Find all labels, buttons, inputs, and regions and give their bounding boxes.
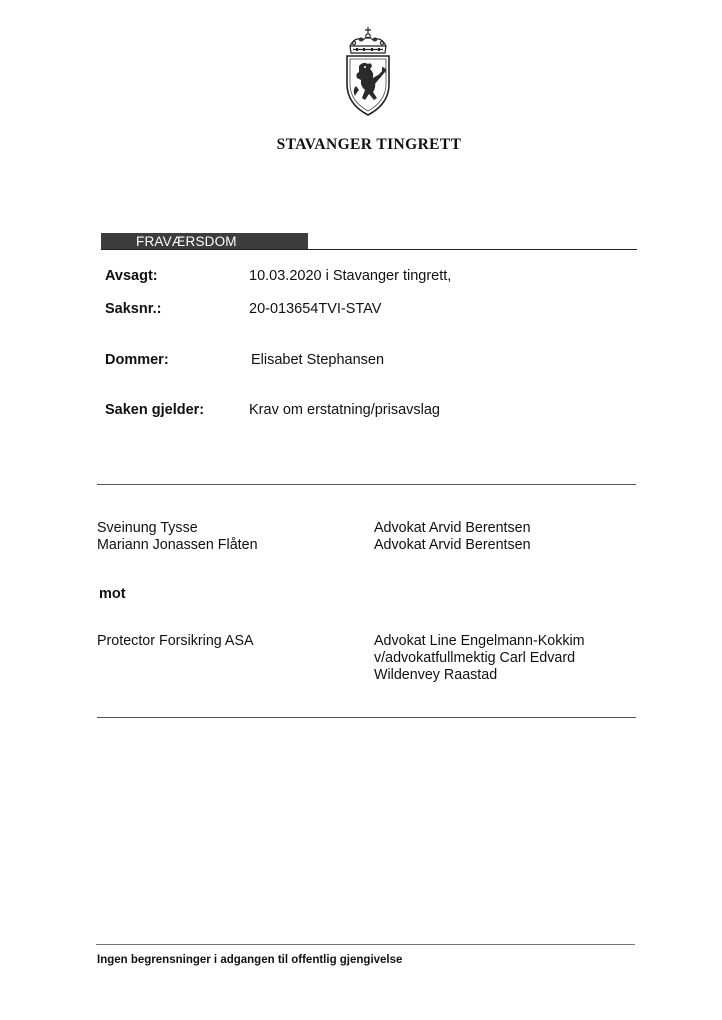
defendant-name: Protector Forsikring ASA: [97, 633, 254, 649]
publication-notice: Ingen begrensninger i adgangen til offentlig gjengivelse: [97, 954, 403, 966]
saken-gjelder-value: Krav om erstatning/prisavslag: [249, 402, 440, 418]
court-name: STAVANGER TINGRETT: [276, 136, 462, 153]
avsagt-value: 10.03.2020 i Stavanger tingrett,: [249, 268, 452, 284]
plaintiff-counsel: Advokat Arvid Berentsen: [374, 520, 531, 536]
saken-gjelder-label: Saken gjelder:: [105, 402, 205, 418]
footer-divider: [96, 944, 635, 945]
defendant-counsel-line: Wildenvey Raastad: [374, 667, 498, 683]
dommer-label: Dommer:: [105, 352, 169, 368]
defendant-counsel-line: Advokat Line Engelmann-Kokkim: [374, 633, 585, 649]
avsagt-label: Avsagt:: [105, 268, 158, 284]
versus-label: mot: [99, 586, 126, 602]
saksnr-value: 20-013654TVI-STAV: [249, 301, 382, 317]
divider: [97, 717, 636, 718]
norwegian-coat-of-arms-icon: [341, 26, 395, 118]
plaintiff-counsel: Advokat Arvid Berentsen: [374, 537, 531, 553]
plaintiff-name: Mariann Jonassen Flåten: [97, 537, 258, 553]
plaintiff-name: Sveinung Tysse: [97, 520, 198, 536]
defendant-counsel-line: v/advokatfullmektig Carl Edvard: [374, 650, 576, 666]
saksnr-label: Saksnr.:: [105, 301, 162, 317]
document-type-label: FRAVÆRSDOM: [101, 233, 308, 250]
divider: [101, 249, 637, 250]
divider: [97, 484, 636, 485]
dommer-value: Elisabet Stephansen: [251, 352, 385, 368]
